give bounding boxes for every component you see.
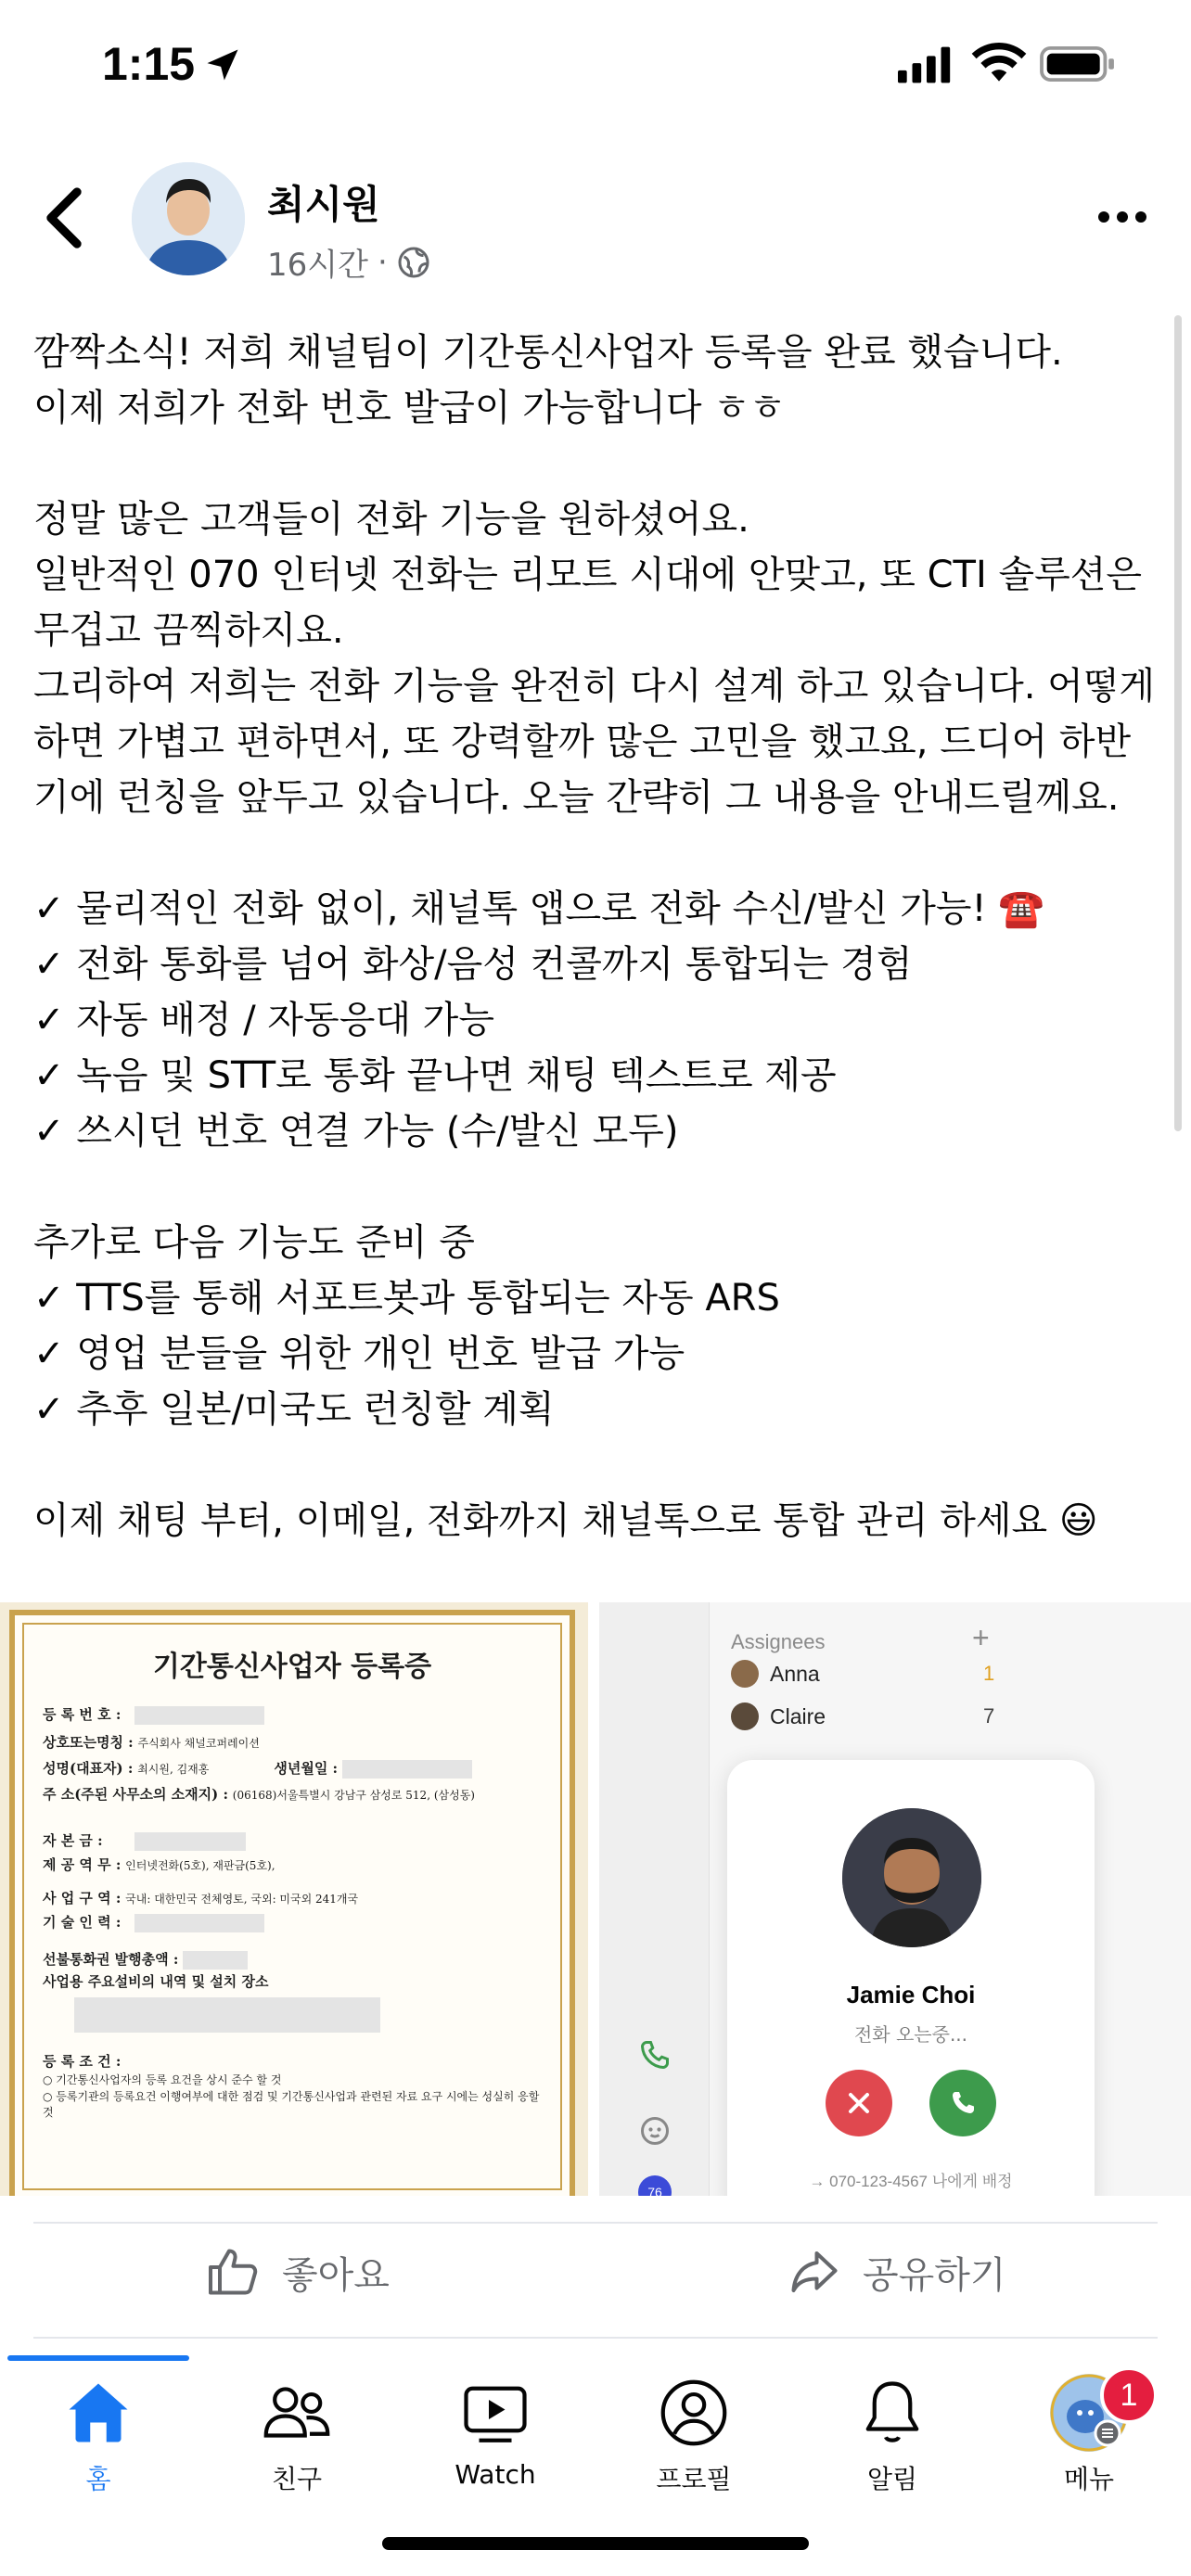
profile-icon — [655, 2374, 733, 2452]
tab-label: 홈 — [85, 2464, 111, 2494]
certificate-image[interactable] — [0, 1602, 588, 2196]
cert-label: 성명(대표자) : — [43, 1760, 134, 1777]
bell-icon — [853, 2374, 931, 2452]
cert-label: 등 록 번 호 : — [43, 1706, 122, 1723]
rail-badge: 76 — [638, 2175, 672, 2196]
cert-row-tech — [43, 1912, 264, 1932]
cert-value: 주식회사 채널코퍼레이션 — [137, 1737, 260, 1750]
tab-friends[interactable] — [204, 2374, 390, 2496]
post-timestamp[interactable]: 16시간 — [267, 247, 368, 284]
scrollbar[interactable] — [1174, 315, 1182, 1131]
back-arrow-icon[interactable] — [41, 185, 87, 250]
phone-icon — [638, 2038, 672, 2072]
friends-icon — [258, 2374, 336, 2452]
cert-label: 등 록 조 건 : — [43, 2053, 122, 2070]
cert-label: 제 공 역 무 : — [43, 1856, 122, 1873]
assignee-item — [731, 1701, 826, 1732]
status-time: 1:15 — [102, 38, 196, 90]
assignees-title: Assignees — [731, 1630, 826, 1653]
app-screenshot-image[interactable] — [599, 1602, 1191, 2196]
cert-row-address — [43, 1784, 475, 1804]
decline-call-button — [826, 2070, 892, 2136]
tab-label: 친구 — [271, 2464, 323, 2494]
redaction — [134, 1914, 264, 1932]
tab-label: 프로필 — [656, 2464, 732, 2494]
certificate-title: 기간통신사업자 등록증 — [152, 1651, 432, 1683]
phone-icon — [929, 2070, 996, 2136]
assignee-name: Claire — [770, 1703, 826, 1728]
watch-video-icon — [456, 2374, 534, 2452]
cert-label: 사 업 구 역 : — [43, 1890, 122, 1906]
share-label: 공유하기 — [863, 2253, 1006, 2297]
cert-label: 사업용 주요설비의 내역 및 설치 장소 — [43, 1973, 269, 1990]
side-rail — [599, 1602, 710, 2196]
assignee-count: 1 — [983, 1662, 995, 1685]
assignee-item — [731, 1658, 820, 1690]
assignee-avatar — [731, 1660, 759, 1688]
forward-line: → 070-123-4567 나에게 배정 — [809, 2173, 1013, 2190]
caller-avatar-icon — [842, 1808, 981, 1947]
cert-label: 생년월일 : — [274, 1760, 339, 1777]
redaction — [134, 1832, 246, 1851]
assignee-name: Anna — [770, 1661, 820, 1686]
accept-call-button — [929, 2070, 996, 2136]
cert-value: 국내: 대한민국 전체영토, 국외: 미국외 241개국 — [125, 1893, 359, 1906]
cert-value: (06168)서울특별시 강남구 삼성로 512, (삼성동) — [232, 1789, 475, 1802]
cert-label: 선불통화권 발행총액 : — [43, 1951, 179, 1968]
cert-label: 주 소(주된 사무소의 소재지) : — [43, 1786, 229, 1803]
like-label: 좋아요 — [282, 2253, 390, 2297]
cert-row-prepaid — [43, 1949, 248, 1970]
author-avatar[interactable] — [132, 162, 245, 275]
cert-row-company — [43, 1732, 260, 1752]
assignee-avatar — [731, 1702, 759, 1730]
cert-row-rep — [43, 1758, 472, 1779]
cert-condition-2: ○ 등록기관의 등록요건 이행여부에 대한 점검 및 기간통신사업과 관련된 자료 요구 시에는 성실히 응할 것 — [43, 2090, 540, 2119]
globe-icon — [397, 246, 430, 279]
thumbs-up-icon — [206, 2244, 262, 2300]
cert-label: 자 본 금 : — [43, 1832, 103, 1849]
caller-avatar — [842, 1808, 981, 1947]
cert-label: 상호또는명칭 : — [43, 1734, 134, 1751]
redaction — [74, 1997, 380, 2033]
person-avatar-icon — [132, 162, 245, 275]
redaction — [134, 1706, 264, 1725]
more-options-icon[interactable] — [1095, 208, 1150, 226]
add-assignee-icon: + — [972, 1621, 990, 1654]
post-author-name[interactable]: 최시원 — [267, 182, 380, 227]
caller-name: Jamie Choi — [846, 1981, 976, 2009]
cert-value: 인터넷전화(5호), 재판금(5호), — [125, 1859, 275, 1872]
certificate-frame — [9, 1610, 575, 2196]
post-meta — [267, 239, 430, 285]
tab-watch[interactable] — [403, 2374, 588, 2490]
cert-row-facility-redaction — [74, 1997, 380, 2033]
active-tab-indicator — [7, 2355, 189, 2361]
bot-icon — [638, 2114, 672, 2148]
tab-notifications[interactable] — [800, 2374, 985, 2496]
tab-label: 알림 — [866, 2464, 918, 2494]
location-arrow-icon — [202, 45, 243, 85]
cert-condition-1: ○ 기간통신사업자의 등록 요건을 상시 준수 할 것 — [43, 2073, 282, 2086]
redaction — [183, 1951, 248, 1970]
caller-status: 전화 오는중... — [853, 2023, 968, 2046]
tab-label: 메뉴 — [1063, 2464, 1115, 2494]
home-icon — [59, 2374, 137, 2452]
redaction — [342, 1760, 472, 1779]
divider — [33, 2337, 1158, 2339]
share-button[interactable] — [787, 2244, 1006, 2300]
incoming-call-card — [727, 1760, 1095, 2196]
home-indicator — [382, 2537, 809, 2550]
cert-row-area — [43, 1888, 358, 1907]
divider — [33, 2222, 1158, 2224]
assignee-count: 7 — [983, 1704, 995, 1728]
cert-row-conditions — [43, 2051, 121, 2071]
cert-row-reg-no — [43, 1704, 264, 1725]
share-icon — [787, 2244, 842, 2300]
tab-home[interactable] — [6, 2374, 191, 2496]
cert-row-facility — [43, 1971, 268, 1991]
cert-row-service — [43, 1855, 275, 1874]
like-button[interactable] — [206, 2244, 390, 2300]
wifi-icon — [970, 43, 1028, 85]
post-body-text: 깜짝소식! 저희 채널팀이 기간통신사업자 등록을 완료 했습니다. 이제 저희가 전화 번호 발급이 가능합니다 ㅎㅎ 정말 많은 고객들이 전화 기능을 원하셨어요. 일반적인 070 인터넷 전화는 리모트 시대에 안맞고, 또 CTI 솔루션은 무겁고 끔찍하지요. 그리하여 저희는 전화 기능을 완전히 다시 설계 하고 있습니다. 어떻게 하면 가볍고 편하면서, 또 강력할까 많은 고민을 했고요, 드디어 하반기에 런칭을 앞두고 있습니다. 오늘 간략히 그 내용을 안내드릴께요. ✓ 물리적인 전화 없이, 채널톡 앱으로 전화 수신/발신 가능! ☎️ ✓ 전화 통화를 넘어 화상/음성 컨콜까지 통합되는 경험 ✓ 자동 배정 / 자동응대 가능 ✓ 녹음 및 STT로 통화 끝나면 채팅 텍스트로 제공 ✓ 쓰시던 번호 연결 가능 (수/발신 모두) 추가로 다음 기능도 준비 중 ✓ TTS를 통해 서포트봇과 통합되는 자동 ARS ✓ 영업 분들을 위한 개인 번호 발급 가능 ✓ 추후 일본/미국도 런칭할 계획 이제 채팅 부터, 이메일, 전화까지 채널톡으로 통합 관리 하세요 😃 — [33, 331, 1156, 1542]
cellular-signal-icon — [898, 46, 955, 83]
tab-label: Watch — [455, 2459, 536, 2490]
cert-label: 기 술 인 력 : — [43, 1914, 122, 1931]
notification-badge: 1 — [1100, 2366, 1158, 2424]
meta-separator: · — [377, 243, 388, 281]
cert-row-capital — [43, 1830, 246, 1851]
tab-profile[interactable] — [601, 2374, 787, 2496]
cert-value: 최시원, 김재홍 — [137, 1763, 210, 1776]
battery-icon — [1039, 46, 1115, 82]
close-icon — [826, 2070, 892, 2136]
